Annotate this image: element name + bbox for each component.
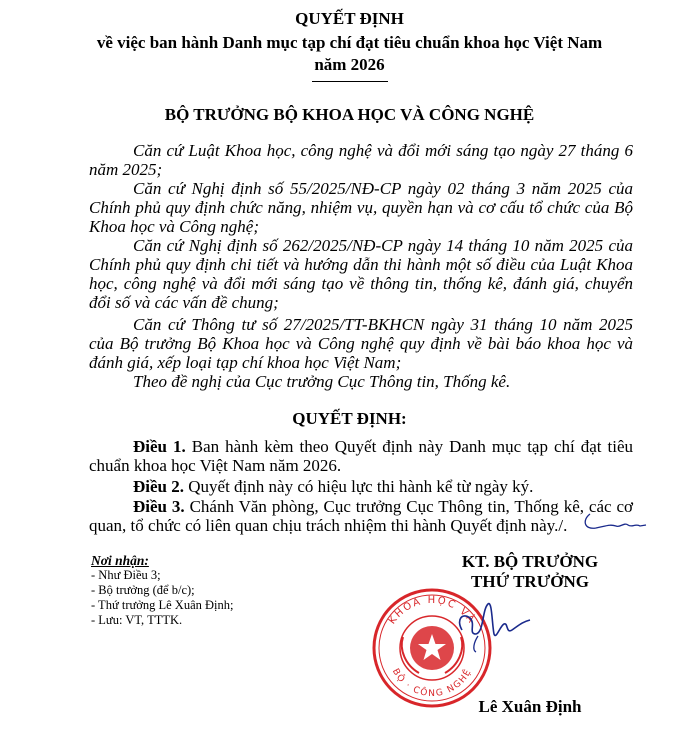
signer-name: Lê Xuân Định xyxy=(478,697,582,716)
article-3: Điều 3. Chánh Văn phòng, Cục trưởng Cục Thông tin, Thống kê, các cơ quan, tổ chức có liên quan chịu trách nhiệm thi hành Quyết định này./. xyxy=(89,497,633,535)
article-1: Điều 1. Ban hành kèm theo Quyết định này Danh mục tạp chí đạt tiêu chuẩn khoa học Việt Nam năm 2026. xyxy=(89,437,634,475)
recipient-item: - Lưu: VT, TTTK. xyxy=(91,613,183,627)
recipient-item: - Bộ trưởng (để b/c); xyxy=(91,583,195,597)
preamble-clause-4: Căn cứ Thông tư số 27/2025/TT-BKHCN ngày 31 tháng 10 năm 2025 của Bộ trưởng Bộ Khoa học và Công nghệ quy định về bài báo khoa học và đánh giá, xếp loại tạp chí khoa học Việt Nam; xyxy=(89,315,633,372)
recipient-item: - Như Điều 3; xyxy=(91,568,161,582)
preamble-clause-1: Căn cứ Luật Khoa học, công nghệ và đổi mới sáng tạo ngày 27 tháng 6 năm 2025; xyxy=(89,141,633,179)
decision-heading: QUYẾT ĐỊNH: xyxy=(292,409,407,428)
svg-text:BỘ · CÔNG NGHỆ: BỘ · CÔNG NGHỆ xyxy=(389,667,475,700)
recipient-item: - Thứ trưởng Lê Xuân Định; xyxy=(91,598,234,612)
issuing-authority: BỘ TRƯỞNG BỘ KHOA HỌC VÀ CÔNG NGHỆ xyxy=(164,105,535,124)
handwritten-signature xyxy=(448,590,538,670)
recipients-title: Nơi nhận: xyxy=(91,553,149,568)
recipients-block xyxy=(91,553,233,628)
article-2: Điều 2. Quyết định này có hiệu lực thi hành kể từ ngày ký. xyxy=(133,477,534,496)
preamble-clause-3: Căn cứ Nghị định số 262/2025/NĐ-CP ngày 14 tháng 10 năm 2025 của Chính phủ quy định chi tiết và hướng dẫn thi hành một số điều của Luật Khoa học, công nghệ và đổi mới sáng tạo về thông tin, thống kê, đánh giá, chuyển đổi số và các vấn đề chung; xyxy=(89,236,633,312)
preamble-clause-5: Theo đề nghị của Cục trưởng Cục Thông tin, Thống kê. xyxy=(133,372,511,391)
signature-title-1: KT. BỘ TRƯỞNG xyxy=(461,552,599,571)
preamble-clause-2: Căn cứ Nghị định số 55/2025/NĐ-CP ngày 02 tháng 3 năm 2025 của Chính phủ quy định chức năng, nhiệm vụ, quyền hạn và cơ cấu tổ chức của Bộ Khoa học và Công nghệ; xyxy=(89,179,633,236)
signature-title-2: THỨ TRƯỞNG xyxy=(471,572,589,591)
document-title: QUYẾT ĐỊNH xyxy=(295,9,404,28)
document-subtitle-line2: năm 2026 xyxy=(314,55,385,74)
svg-text:KHOA HỌC VÀ: KHOA HỌC VÀ xyxy=(386,594,478,627)
document-subtitle-line1: về việc ban hành Danh mục tạp chí đạt tiêu chuẩn khoa học Việt Nam xyxy=(96,33,603,52)
initial-scribble xyxy=(580,506,650,536)
title-underline xyxy=(312,81,388,82)
